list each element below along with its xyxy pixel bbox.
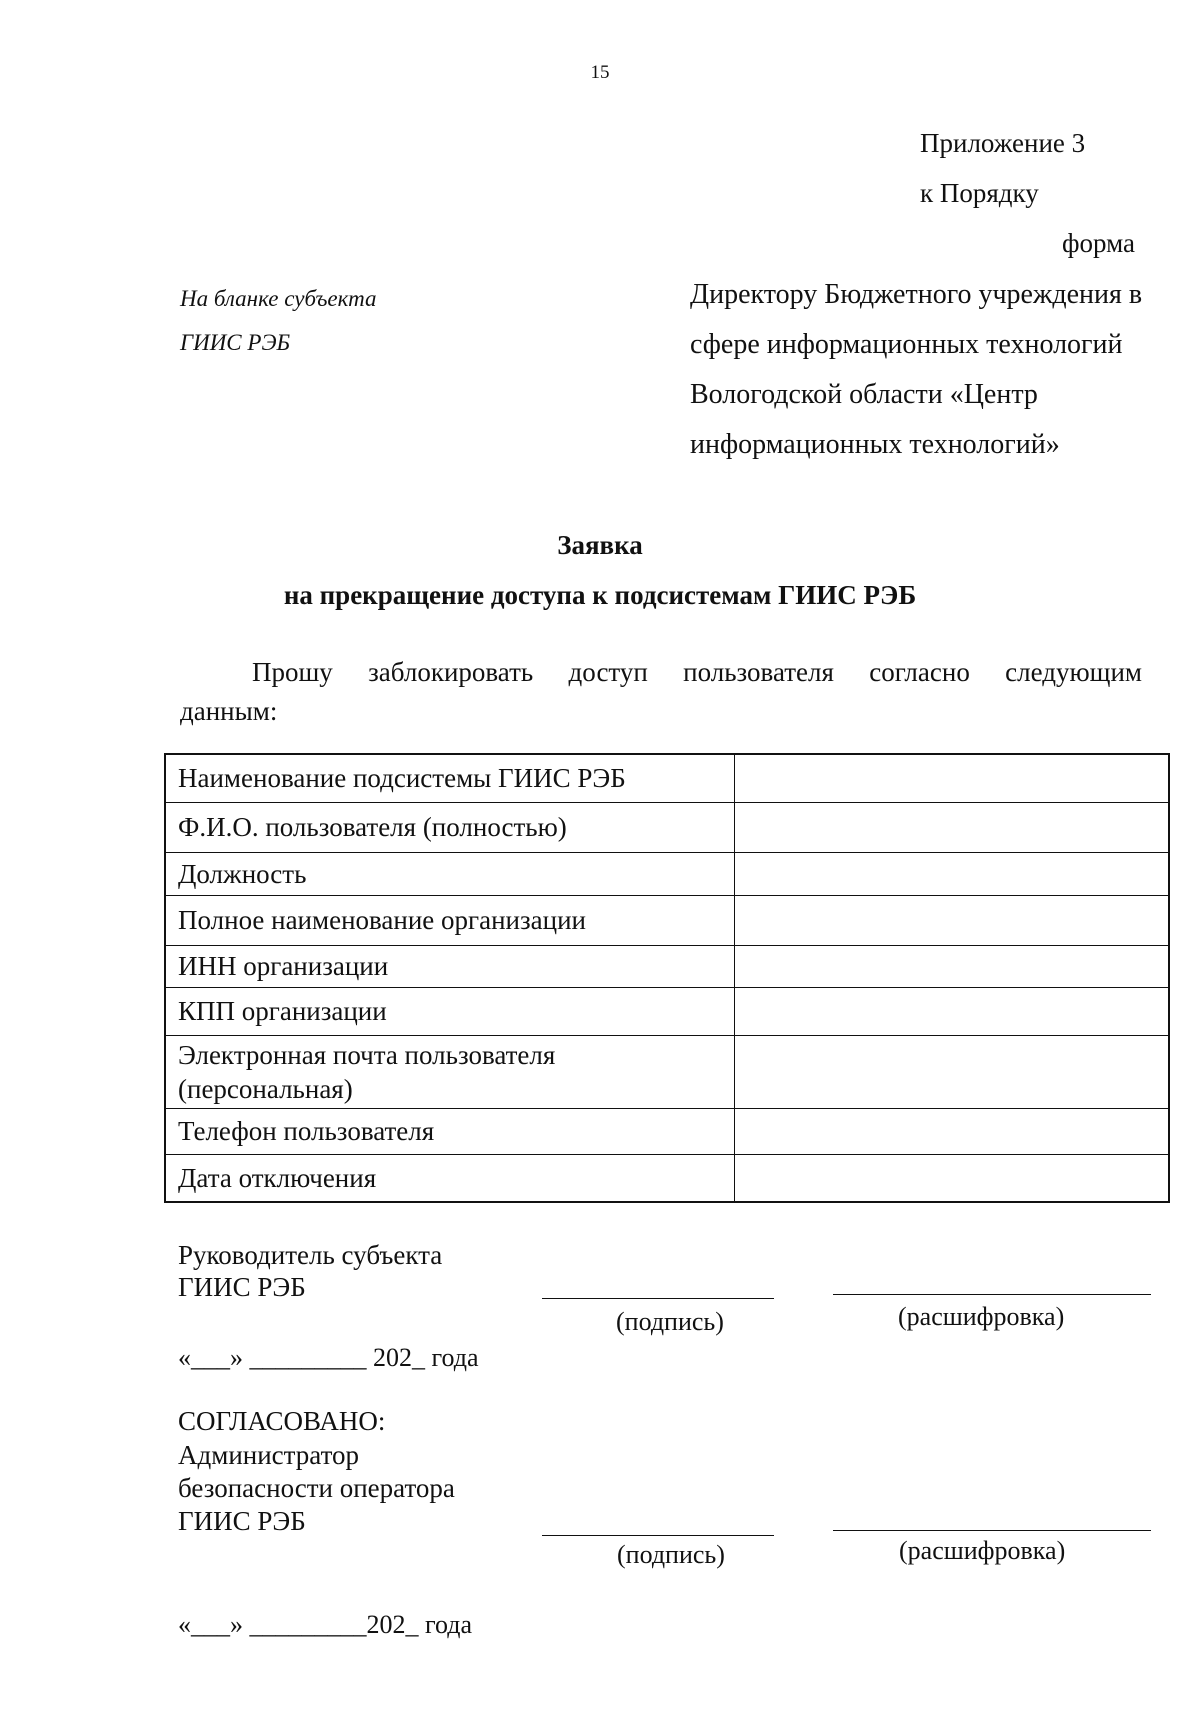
approval-decoding-caption: (расшифровка): [899, 1536, 1066, 1565]
addressee-line-2: сфере информационных технологий: [690, 329, 1123, 360]
table-row: [165, 852, 1169, 895]
approval-line-2: Администратор: [178, 1440, 360, 1470]
request-text-continuation: данным:: [180, 696, 278, 726]
row-value-kpp[interactable]: [735, 987, 1170, 1035]
access-data-table: [164, 753, 1170, 1203]
head-signature-caption: (подпись): [616, 1307, 724, 1336]
appendix-reference: к Порядку: [920, 178, 1039, 208]
table-row: [165, 987, 1169, 1035]
table-row: [165, 895, 1169, 945]
row-label-full-name: Ф.И.О. пользователя (полностью): [165, 802, 735, 852]
approval-heading: СОГЛАСОВАНО:: [178, 1406, 386, 1436]
head-title-line-2: ГИИС РЭБ: [178, 1272, 306, 1302]
row-label-subsystem: Наименование подсистемы ГИИС РЭБ: [165, 754, 735, 802]
document-title: Заявка: [557, 530, 643, 560]
page-number: 15: [590, 62, 610, 83]
document-subtitle: на прекращение доступа к подсистемам ГИИС РЭБ: [283, 580, 917, 610]
table-row: [165, 1108, 1169, 1154]
addressee-line-4: информационных технологий»: [690, 429, 1060, 460]
head-date-line[interactable]: «___» _________ 202_ года: [178, 1343, 479, 1372]
row-value-full-name[interactable]: [735, 802, 1170, 852]
approval-line-3: безопасности оператора: [178, 1473, 455, 1503]
table-row: [165, 1035, 1169, 1108]
head-decoding-line[interactable]: [833, 1294, 1151, 1295]
request-text: Прошу заблокировать доступ пользователя согласно следующим: [252, 657, 1142, 687]
head-signature-line[interactable]: [542, 1298, 774, 1299]
row-value-position[interactable]: [735, 852, 1170, 895]
row-label-inn: ИНН организации: [165, 945, 735, 987]
addressee-line-1: Директору Бюджетного учреждения в: [690, 279, 1143, 310]
row-value-organization[interactable]: [735, 895, 1170, 945]
approval-line-4: ГИИС РЭБ: [178, 1506, 306, 1536]
approval-signature-line[interactable]: [542, 1535, 774, 1536]
letterhead-line-1: На бланке субъекта: [180, 286, 377, 311]
row-value-disable-date[interactable]: [735, 1154, 1170, 1202]
addressee-line-3: Вологодской области «Центр: [690, 379, 1038, 410]
approval-signature-caption: (подпись): [617, 1540, 725, 1569]
row-label-organization: Полное наименование организации: [165, 895, 735, 945]
row-value-inn[interactable]: [735, 945, 1170, 987]
table-row: [165, 754, 1169, 802]
row-label-email: Электронная почта пользователя (персональная): [165, 1035, 735, 1108]
appendix-title: Приложение 3: [920, 128, 1086, 158]
letterhead-line-2: ГИИС РЭБ: [180, 330, 291, 355]
table-row: [165, 1154, 1169, 1202]
form-label: форма: [1062, 228, 1135, 258]
row-label-disable-date: Дата отключения: [165, 1154, 735, 1202]
table-row: [165, 945, 1169, 987]
row-label-kpp: КПП организации: [165, 987, 735, 1035]
head-decoding-caption: (расшифровка): [898, 1302, 1065, 1331]
approval-decoding-line[interactable]: [833, 1530, 1151, 1531]
head-title-line-1: Руководитель субъекта: [178, 1240, 443, 1270]
approval-date-line[interactable]: «___» _________202_ года: [178, 1610, 473, 1639]
row-value-subsystem[interactable]: [735, 754, 1170, 802]
row-label-position: Должность: [165, 852, 735, 895]
table-row: [165, 802, 1169, 852]
row-label-phone: Телефон пользователя: [165, 1108, 735, 1154]
row-value-phone[interactable]: [735, 1108, 1170, 1154]
row-value-email[interactable]: [735, 1035, 1170, 1108]
